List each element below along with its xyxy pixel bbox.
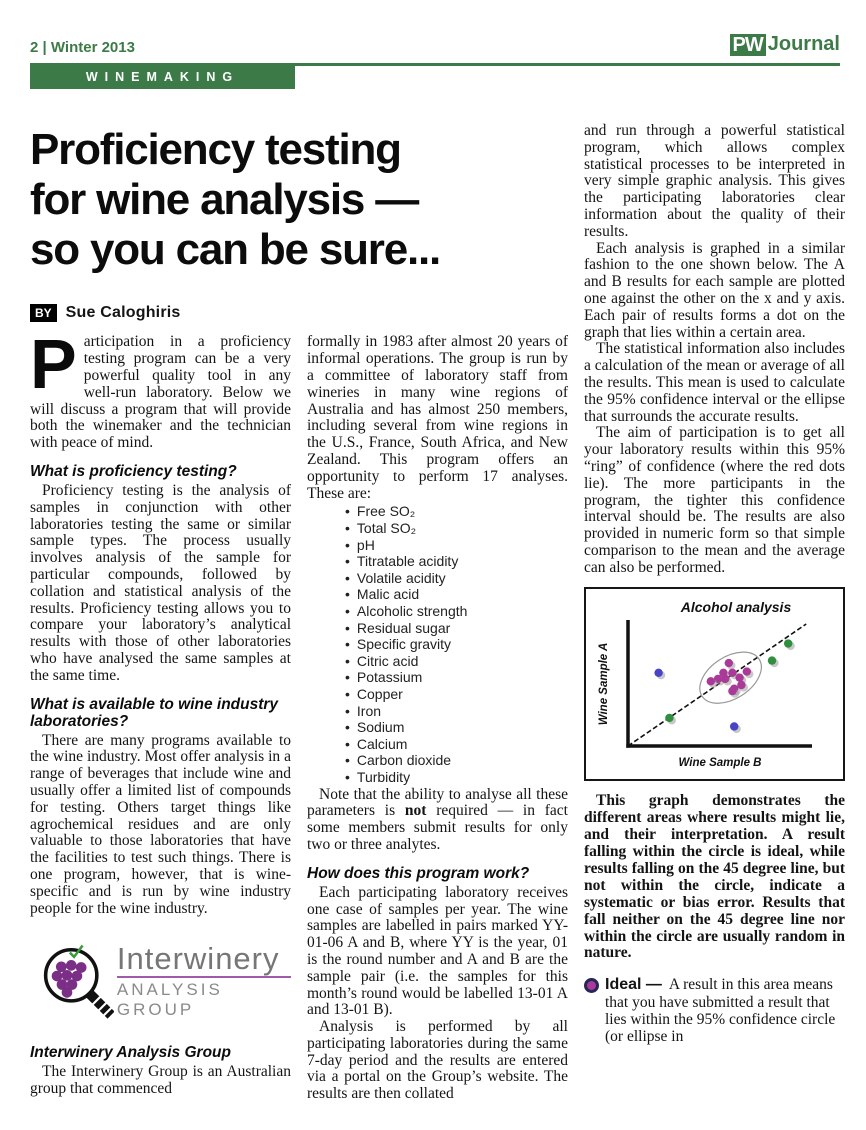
paragraph: Each participating laboratory receives one case of samples per year. The wine samples are labelled in pairs marked YY-01-06 A and B, where YY is the year, 01 is the round number and A and B are the sample pair (i.e. the samples for this month’s round would be labelled 13-01 A and 13-01 B). [307, 883, 568, 1019]
graph-interpretation-paragraph: This graph demonstrates the different areas where results might lie, and their interpretation. A result falling within the circle is ideal, while results falling on the 45 degree line, but not within the circle, indicate a systematic or bias error. Results that fall neither on the 45 degree line nor within the circle are usually random in nature. [584, 792, 845, 962]
pw-logo-name: Journal [767, 33, 840, 55]
analyte-item: • Turbidity [345, 769, 568, 786]
analyte-item: • Malic acid [345, 586, 568, 603]
magnifier-grapes-icon [30, 929, 114, 1033]
analyte-item: • Residual sugar [345, 620, 568, 637]
data-point [784, 639, 792, 647]
data-point [725, 658, 733, 666]
y-axis-label: Wine Sample A [598, 642, 610, 725]
data-point [707, 677, 715, 685]
interwinery-logo [30, 929, 291, 1033]
note-pre: Note that the ability to analyse all these parameters is [307, 785, 568, 820]
paragraph: There are many programs available to the wine industry. Most offer analysis in a range of beverages that include wine and usually offer a limited list of compounds for testing. Others target things like agrochemical residues and are only valuable to those laboratories that have the facilities to test such things. There is one program, however, that is wine-specific and is run by wine industry people for the wine industry. [30, 731, 291, 917]
data-point [728, 686, 736, 694]
data-point [730, 722, 738, 730]
data-point [768, 656, 776, 664]
headline-line-2: for wine analysis — [30, 175, 419, 224]
analyte-item: • Sodium [345, 719, 568, 736]
section-banner: WINEMAKING [30, 66, 295, 89]
logo-underline [117, 976, 291, 978]
by-badge: BY [30, 304, 57, 322]
byline [30, 304, 568, 322]
author-name: Sue Caloghiris [65, 304, 181, 322]
note-paragraph [307, 787, 568, 854]
logo-subtitle: ANALYSIS GROUP [116, 979, 223, 1019]
ideal-dot-icon [584, 978, 599, 993]
chart-title: Alcohol analysis [680, 598, 792, 615]
analyte-item: • Citric acid [345, 653, 568, 670]
heading-what-is-available: What is available to wine industry laboratories? [30, 695, 279, 730]
confidence-ellipse [691, 641, 771, 713]
article-headline [30, 125, 568, 275]
analyte-item: • Total SO₂ [345, 520, 568, 537]
pw-journal-logo [730, 33, 840, 56]
heading-interwinery-group: Interwinery Analysis Group [30, 1044, 231, 1062]
analyte-item: • Specific gravity [345, 636, 568, 653]
magnifier-handle [90, 994, 111, 1015]
analyte-item: • Volatile acidity [345, 570, 568, 587]
ideal-list-item [584, 976, 845, 1045]
paragraph: Each analysis is graphed in a similar fashion to the one shown below. The A and B results for each sample are plotted one against the other on the x and y axis. Each pair of results forms a dot on the graph that lies within a certain area. [584, 239, 845, 341]
data-point [665, 713, 673, 721]
paragraph: Proficiency testing is the analysis of samples in conjunction with other laboratories testing the same or similar sample types. The process usually involves analysis of the sample for particular compounds, followed by collation and statistical analysis of the results. Proficiency testing allows you to compare your laboratory’s analytical results with those of other laboratories who have analysed the same samples at the same time. [30, 482, 291, 684]
analyte-item: • Carbon dioxide [345, 752, 568, 769]
page-header [30, 30, 840, 89]
analyte-item: • pH [345, 537, 568, 554]
analyte-list [345, 503, 568, 785]
paragraph: and run through a powerful statistical program, which allows complex statistical processes to be interpreted in very simple graphic analysis. This gives the participating laboratories clear information about the quality of their results. [584, 122, 845, 240]
analyte-item: • Alcoholic strength [345, 603, 568, 620]
ideal-term: Ideal — [605, 976, 662, 994]
logo-wordmark: Interwinery [116, 940, 280, 976]
drop-cap: P [30, 325, 77, 404]
paragraph: The aim of participation is to get all your laboratory results within this 95% “ring” of confidence (where the red dots lie). The more participants in the program, the tighter this confidence interval should be. The results are also provided in numeric form so that simple comparison to the mean and the average can also be performed. [584, 424, 845, 576]
data-point [728, 668, 736, 676]
column-3 [584, 111, 845, 1103]
pw-logo-badge: PW [730, 34, 766, 56]
alcohol-chart-canvas [588, 592, 841, 774]
analyte-item: • Free SO₂ [345, 503, 568, 520]
analyte-item: • Copper [345, 686, 568, 703]
intro-paragraph [30, 325, 291, 452]
column-2 [307, 334, 568, 1103]
note-bold-word: not [404, 802, 427, 820]
data-point [654, 668, 662, 676]
analyte-item: • Titratable acidity [345, 553, 568, 570]
data-point [737, 680, 745, 688]
heading-what-is-proficiency-testing: What is proficiency testing? [30, 463, 237, 481]
analyte-item: • Iron [345, 703, 568, 720]
paragraph: The Interwinery Group is an Australian group that commenced [30, 1063, 291, 1098]
intro-text: articipation in a proficiency testing program can be a very powerful quality tool in any well-run laboratory. Below we will discuss a program that will provide both the winemaker and the technician with peace of mind. [30, 333, 291, 452]
analyte-item: • Potassium [345, 669, 568, 686]
data-point [735, 673, 743, 681]
paragraph: Analysis is performed by all participating laboratories during the same 7-day period and the results are entered via a portal on the Group’s website. The results are then collated [307, 1018, 568, 1103]
data-point [743, 667, 751, 675]
analyte-item: • Calcium [345, 736, 568, 753]
paragraph: The statistical information also includes a calculation of the mean or average of all the results. This mean is used to calculate the 95% confidence interval or the ellipse that surrounds the accurate results. [584, 340, 845, 425]
alcohol-analysis-figure [584, 587, 845, 782]
headline-line-1: Proficiency testing [30, 125, 401, 174]
note-post: required — in fact some members submit results for only two or three analytes. [307, 802, 568, 853]
heading-how-does-program-work: How does this program work? [307, 864, 530, 882]
page-issue-label: 2 | Winter 2013 [30, 39, 135, 56]
data-point [721, 674, 729, 682]
x-axis-label: Wine Sample B [678, 756, 762, 769]
paragraph: formally in 1983 after almost 20 years of informal operations. The group is run by a committee of laboratory staff from wineries in many wine regions of Australia and has almost 250 members, including several from wine regions in the U.S., France, South Africa, and New Zealand. This program offers an opportunity to perform 17 analyses. These are: [307, 333, 568, 502]
headline-line-3: so you can be sure... [30, 225, 441, 274]
column-1 [30, 325, 291, 1103]
ideal-text: A result in this area means that you have submitted a result that lies within the 95% confidence circle (or ellipse in [605, 976, 836, 1046]
